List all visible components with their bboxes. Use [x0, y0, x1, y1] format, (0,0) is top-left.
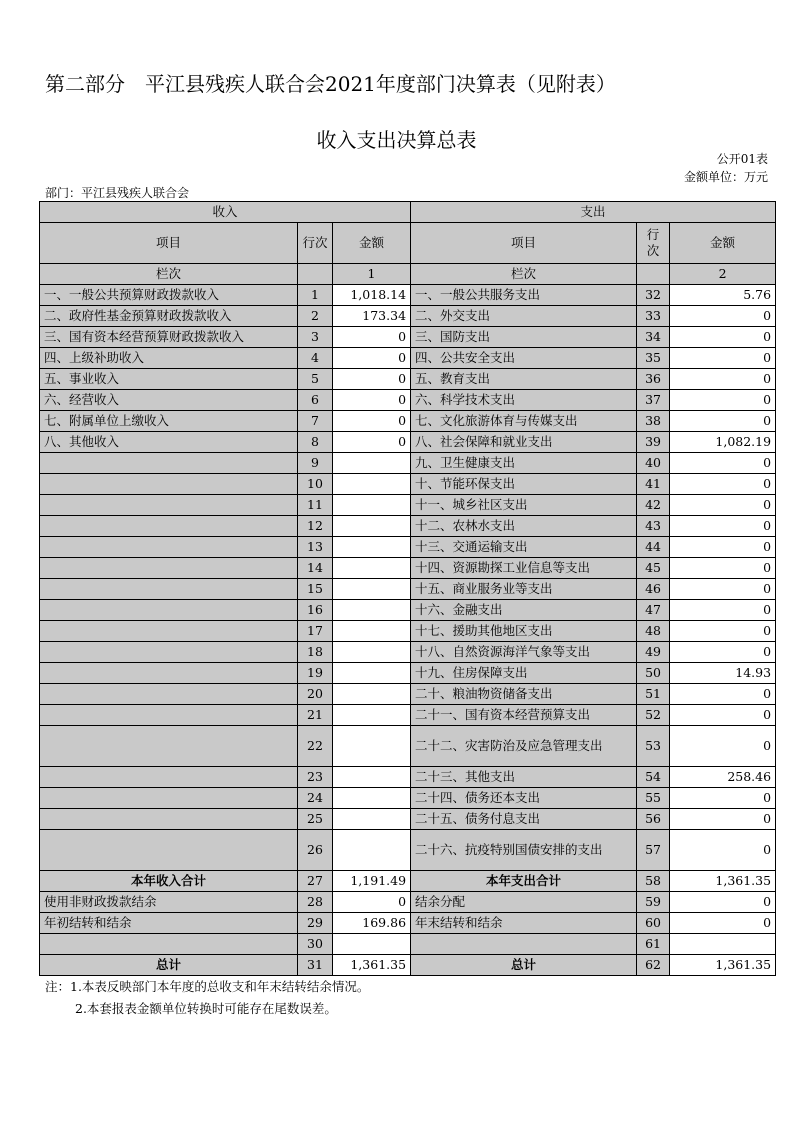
- table-row: [40, 642, 776, 663]
- income-amount: [333, 705, 411, 726]
- expense-item: 十二、农林水支出: [411, 516, 637, 537]
- income-header: 收入: [40, 202, 411, 223]
- income-amount: [333, 934, 411, 955]
- income-row-no: 24: [298, 788, 333, 809]
- income-row-no: 3: [298, 327, 333, 348]
- expense-row-no: 42: [637, 495, 670, 516]
- table-row: [40, 684, 776, 705]
- income-row-no: 15: [298, 579, 333, 600]
- income-item: 六、经营收入: [40, 390, 298, 411]
- column-number: 1: [333, 264, 411, 285]
- income-row-no: 11: [298, 495, 333, 516]
- item-header: 项目: [411, 223, 637, 264]
- income-item: [40, 642, 298, 663]
- expense-row-no: 35: [637, 348, 670, 369]
- expense-amount: 0: [670, 306, 776, 327]
- table-row: [40, 830, 776, 871]
- income-item: 年初结转和结余: [40, 913, 298, 934]
- expense-row-no: 32: [637, 285, 670, 306]
- table-row: [40, 621, 776, 642]
- income-item: [40, 579, 298, 600]
- table-row: [40, 767, 776, 788]
- table-row: [40, 516, 776, 537]
- expense-row-no: 40: [637, 453, 670, 474]
- income-item: 二、政府性基金预算财政拨款收入: [40, 306, 298, 327]
- table-row: [40, 411, 776, 432]
- income-item: [40, 830, 298, 871]
- expense-item: 八、社会保障和就业支出: [411, 432, 637, 453]
- notes: [45, 976, 369, 1020]
- income-amount: [333, 537, 411, 558]
- expense-row-no: 43: [637, 516, 670, 537]
- income-item: [40, 516, 298, 537]
- expense-amount: 0: [670, 495, 776, 516]
- expense-row-no: 61: [637, 934, 670, 955]
- expense-row-no: 58: [637, 871, 670, 892]
- expense-item: 二十二、灾害防治及应急管理支出: [411, 726, 637, 767]
- expense-amount: 0: [670, 537, 776, 558]
- income-row-no: 17: [298, 621, 333, 642]
- income-item: [40, 767, 298, 788]
- expense-row-no: 39: [637, 432, 670, 453]
- income-amount: 0: [333, 348, 411, 369]
- income-amount: [333, 767, 411, 788]
- income-row-no: 4: [298, 348, 333, 369]
- income-row-no: 16: [298, 600, 333, 621]
- expense-amount: 0: [670, 453, 776, 474]
- expense-amount: 0: [670, 621, 776, 642]
- income-amount: [333, 600, 411, 621]
- income-amount: 0: [333, 369, 411, 390]
- expense-item: 二十五、债务付息支出: [411, 809, 637, 830]
- expense-amount: 0: [670, 788, 776, 809]
- expense-amount: [670, 934, 776, 955]
- expense-amount: 0: [670, 369, 776, 390]
- amount-header: 金额: [670, 223, 776, 264]
- income-row-no: 10: [298, 474, 333, 495]
- expense-row-no: 34: [637, 327, 670, 348]
- expense-amount: 0: [670, 642, 776, 663]
- expense-item: 十一、城乡社区支出: [411, 495, 637, 516]
- expense-item: 二十四、债务还本支出: [411, 788, 637, 809]
- income-item: 八、其他收入: [40, 432, 298, 453]
- expense-item: 结余分配: [411, 892, 637, 913]
- table-row: [40, 327, 776, 348]
- expense-row-no: 41: [637, 474, 670, 495]
- amount-header: 金额: [333, 223, 411, 264]
- expense-item: 十九、住房保障支出: [411, 663, 637, 684]
- income-amount: [333, 579, 411, 600]
- table-row: [40, 809, 776, 830]
- income-item: 三、国有资本经营预算财政拨款收入: [40, 327, 298, 348]
- income-amount: 0: [333, 327, 411, 348]
- expense-item: 九、卫生健康支出: [411, 453, 637, 474]
- income-row-no: 6: [298, 390, 333, 411]
- table-row: [40, 390, 776, 411]
- income-item: 本年收入合计: [40, 871, 298, 892]
- table-row: [40, 663, 776, 684]
- table-row: [40, 306, 776, 327]
- income-row-no: 13: [298, 537, 333, 558]
- expense-item: 十四、资源勘探工业信息等支出: [411, 558, 637, 579]
- expense-row-no: 54: [637, 767, 670, 788]
- income-row-no: 5: [298, 369, 333, 390]
- expense-row-no: 50: [637, 663, 670, 684]
- document-title: 第二部分 平江县残疾人联合会2021年度部门决算表（见附表）: [45, 72, 616, 96]
- expense-row-no: 36: [637, 369, 670, 390]
- expense-amount: 5.76: [670, 285, 776, 306]
- column-label: 栏次: [40, 264, 298, 285]
- expense-amount: 258.46: [670, 767, 776, 788]
- expense-amount: 0: [670, 809, 776, 830]
- note-2: 2.本套报表金额单位转换时可能存在尾数误差。: [75, 1001, 337, 1016]
- expense-item: 十八、自然资源海洋气象等支出: [411, 642, 637, 663]
- table-row: [40, 892, 776, 913]
- expense-row-no: 55: [637, 788, 670, 809]
- item-header: 项目: [40, 223, 298, 264]
- expense-amount: 0: [670, 327, 776, 348]
- department-label: 部门：平江县残疾人联合会: [45, 186, 190, 200]
- expense-item: 五、教育支出: [411, 369, 637, 390]
- income-item: [40, 537, 298, 558]
- income-row-no: 26: [298, 830, 333, 871]
- expense-amount: 1,082.19: [670, 432, 776, 453]
- table-code: 公开01表: [716, 152, 768, 166]
- expense-amount: 0: [670, 726, 776, 767]
- table-title: 收入支出决算总表: [316, 128, 477, 152]
- expense-amount: 0: [670, 892, 776, 913]
- income-item: [40, 809, 298, 830]
- income-amount: [333, 663, 411, 684]
- expense-row-no: 51: [637, 684, 670, 705]
- amount-unit: 金额单位：万元: [683, 170, 768, 184]
- income-row-no: 31: [298, 955, 333, 976]
- expense-row-no: 48: [637, 621, 670, 642]
- expense-amount: 0: [670, 411, 776, 432]
- expense-amount: 0: [670, 390, 776, 411]
- column-label: 栏次: [411, 264, 637, 285]
- table-row: [40, 726, 776, 767]
- row-no-header: 行次: [637, 223, 670, 264]
- income-row-no: 22: [298, 726, 333, 767]
- income-amount: 0: [333, 411, 411, 432]
- income-amount: [333, 642, 411, 663]
- expense-row-no: 46: [637, 579, 670, 600]
- expense-item: 总计: [411, 955, 637, 976]
- table-row: [40, 558, 776, 579]
- income-amount: [333, 809, 411, 830]
- expense-row-no: 52: [637, 705, 670, 726]
- income-item: [40, 788, 298, 809]
- income-amount: 0: [333, 432, 411, 453]
- expense-row-no: 45: [637, 558, 670, 579]
- expense-amount: 0: [670, 558, 776, 579]
- table-row: [40, 913, 776, 934]
- income-item: 七、附属单位上缴收入: [40, 411, 298, 432]
- empty-cell: [298, 264, 333, 285]
- table-row: [40, 955, 776, 976]
- expense-item: 十三、交通运输支出: [411, 537, 637, 558]
- expense-item: 本年支出合计: [411, 871, 637, 892]
- expense-row-no: 47: [637, 600, 670, 621]
- income-amount: 173.34: [333, 306, 411, 327]
- table-row: [40, 348, 776, 369]
- expense-amount: 0: [670, 600, 776, 621]
- income-amount: [333, 621, 411, 642]
- income-row-no: 14: [298, 558, 333, 579]
- table-row: [40, 432, 776, 453]
- income-amount: 169.86: [333, 913, 411, 934]
- table-row: [40, 285, 776, 306]
- expense-item: 二、外交支出: [411, 306, 637, 327]
- income-row-no: 7: [298, 411, 333, 432]
- expense-row-no: 56: [637, 809, 670, 830]
- income-amount: [333, 474, 411, 495]
- income-item: [40, 453, 298, 474]
- expense-item: 二十一、国有资本经营预算支出: [411, 705, 637, 726]
- income-row-no: 2: [298, 306, 333, 327]
- table-row: [40, 705, 776, 726]
- table-row: [40, 934, 776, 955]
- expense-amount: 0: [670, 705, 776, 726]
- income-amount: [333, 558, 411, 579]
- expense-amount: 0: [670, 474, 776, 495]
- expense-amount: 0: [670, 348, 776, 369]
- table-row: [40, 369, 776, 390]
- income-item: [40, 495, 298, 516]
- income-amount: [333, 516, 411, 537]
- income-row-no: 1: [298, 285, 333, 306]
- expense-item: 四、公共安全支出: [411, 348, 637, 369]
- income-item: 四、上级补助收入: [40, 348, 298, 369]
- expense-amount: 1,361.35: [670, 871, 776, 892]
- income-amount: [333, 453, 411, 474]
- expense-item: 七、文化旅游体育与传媒支出: [411, 411, 637, 432]
- table-row: [40, 579, 776, 600]
- income-amount: [333, 726, 411, 767]
- table-row: [40, 871, 776, 892]
- income-row-no: 25: [298, 809, 333, 830]
- income-item: 使用非财政拨款结余: [40, 892, 298, 913]
- income-row-no: 28: [298, 892, 333, 913]
- table-row: [40, 537, 776, 558]
- income-amount: [333, 495, 411, 516]
- income-amount: 1,191.49: [333, 871, 411, 892]
- expense-row-no: 33: [637, 306, 670, 327]
- income-item: 总计: [40, 955, 298, 976]
- income-row-no: 8: [298, 432, 333, 453]
- income-row-no: 27: [298, 871, 333, 892]
- row-no-header: 行次: [298, 223, 333, 264]
- income-row-no: 19: [298, 663, 333, 684]
- income-row-no: 29: [298, 913, 333, 934]
- expense-item: 年末结转和结余: [411, 913, 637, 934]
- expense-amount: 0: [670, 579, 776, 600]
- empty-cell: [637, 264, 670, 285]
- expense-item: 二十六、抗疫特别国债安排的支出: [411, 830, 637, 871]
- expense-amount: 0: [670, 684, 776, 705]
- expense-item: [411, 934, 637, 955]
- expense-row-no: 53: [637, 726, 670, 767]
- note-1: 注：1.本表反映部门本年度的总收支和年末结转结余情况。: [45, 979, 370, 994]
- income-item: 一、一般公共预算财政拨款收入: [40, 285, 298, 306]
- income-row-no: 18: [298, 642, 333, 663]
- income-item: [40, 621, 298, 642]
- income-amount: 1,361.35: [333, 955, 411, 976]
- expense-row-no: 59: [637, 892, 670, 913]
- expense-row-no: 60: [637, 913, 670, 934]
- expense-row-no: 57: [637, 830, 670, 871]
- expense-item: 三、国防支出: [411, 327, 637, 348]
- income-amount: [333, 830, 411, 871]
- income-amount: 0: [333, 390, 411, 411]
- income-item: [40, 726, 298, 767]
- column-number: 2: [670, 264, 776, 285]
- table-row: [40, 600, 776, 621]
- expense-item: 十五、商业服务业等支出: [411, 579, 637, 600]
- expense-item: 二十三、其他支出: [411, 767, 637, 788]
- income-item: [40, 558, 298, 579]
- income-item: [40, 934, 298, 955]
- expense-row-no: 37: [637, 390, 670, 411]
- income-row-no: 12: [298, 516, 333, 537]
- table-row: [40, 788, 776, 809]
- income-row-no: 9: [298, 453, 333, 474]
- income-row-no: 23: [298, 767, 333, 788]
- income-amount: 1,018.14: [333, 285, 411, 306]
- table-row: [40, 453, 776, 474]
- table-row: [40, 474, 776, 495]
- income-item: 五、事业收入: [40, 369, 298, 390]
- expense-amount: 1,361.35: [670, 955, 776, 976]
- expense-amount: 0: [670, 830, 776, 871]
- income-amount: [333, 788, 411, 809]
- income-row-no: 21: [298, 705, 333, 726]
- income-row-no: 20: [298, 684, 333, 705]
- income-item: [40, 474, 298, 495]
- income-amount: 0: [333, 892, 411, 913]
- income-item: [40, 663, 298, 684]
- expense-header: 支出: [411, 202, 776, 223]
- expense-amount: 0: [670, 913, 776, 934]
- income-amount: [333, 684, 411, 705]
- expense-item: 六、科学技术支出: [411, 390, 637, 411]
- expense-row-no: 38: [637, 411, 670, 432]
- expense-amount: 0: [670, 516, 776, 537]
- expense-row-no: 62: [637, 955, 670, 976]
- expense-item: 十、节能环保支出: [411, 474, 637, 495]
- expense-row-no: 49: [637, 642, 670, 663]
- income-row-no: 30: [298, 934, 333, 955]
- expense-item: 十六、金融支出: [411, 600, 637, 621]
- expense-item: 一、一般公共服务支出: [411, 285, 637, 306]
- expense-item: 二十、粮油物资储备支出: [411, 684, 637, 705]
- table-row: [40, 495, 776, 516]
- expense-item: 十七、援助其他地区支出: [411, 621, 637, 642]
- expense-row-no: 44: [637, 537, 670, 558]
- income-expense-table: [39, 201, 776, 976]
- income-item: [40, 600, 298, 621]
- income-item: [40, 684, 298, 705]
- income-item: [40, 705, 298, 726]
- expense-amount: 14.93: [670, 663, 776, 684]
